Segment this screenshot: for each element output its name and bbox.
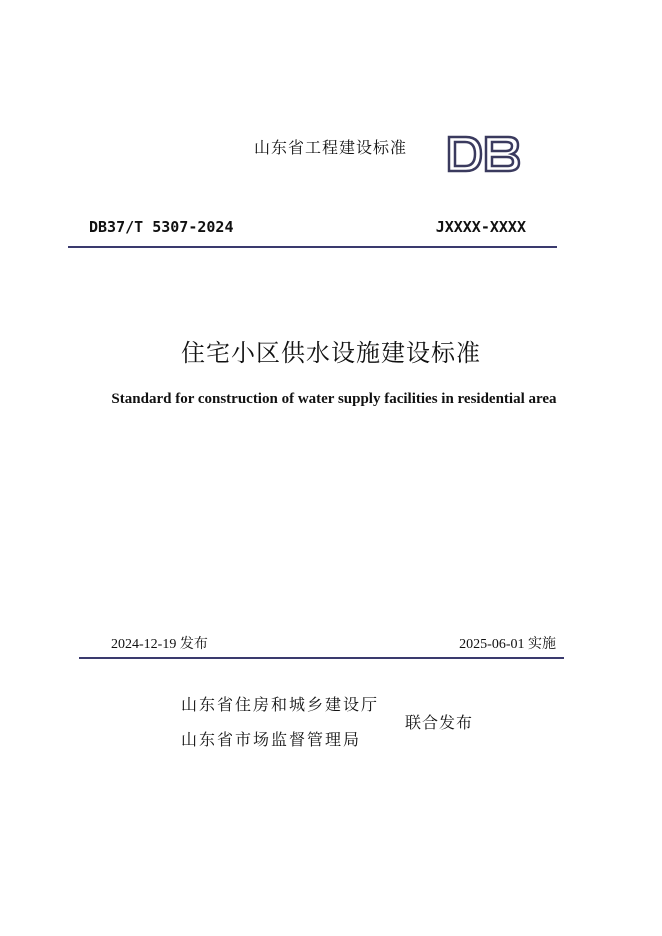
top-divider [68, 246, 557, 248]
standard-number: DB37/T 5307-2024 [89, 218, 234, 236]
record-number: JXXXX-XXXX [435, 218, 526, 236]
title-english: Standard for construction of water supply facilities in residential area [111, 391, 557, 407]
joint-release-label: 联合发布 [405, 713, 474, 732]
standard-category: 山东省工程建设标准 [254, 138, 408, 157]
issuer-market-regulation-bureau: 山东省市场监督管理局 [181, 730, 362, 749]
implementation-date: 2025-06-01 实施 [459, 637, 556, 652]
bottom-divider [79, 657, 564, 659]
issuer-housing-department: 山东省住房和城乡建设厅 [181, 695, 380, 714]
db-logo [446, 134, 522, 174]
title-chinese: 住宅小区供水设施建设标准 [181, 339, 481, 367]
issue-date: 2024-12-19 发布 [111, 637, 208, 652]
